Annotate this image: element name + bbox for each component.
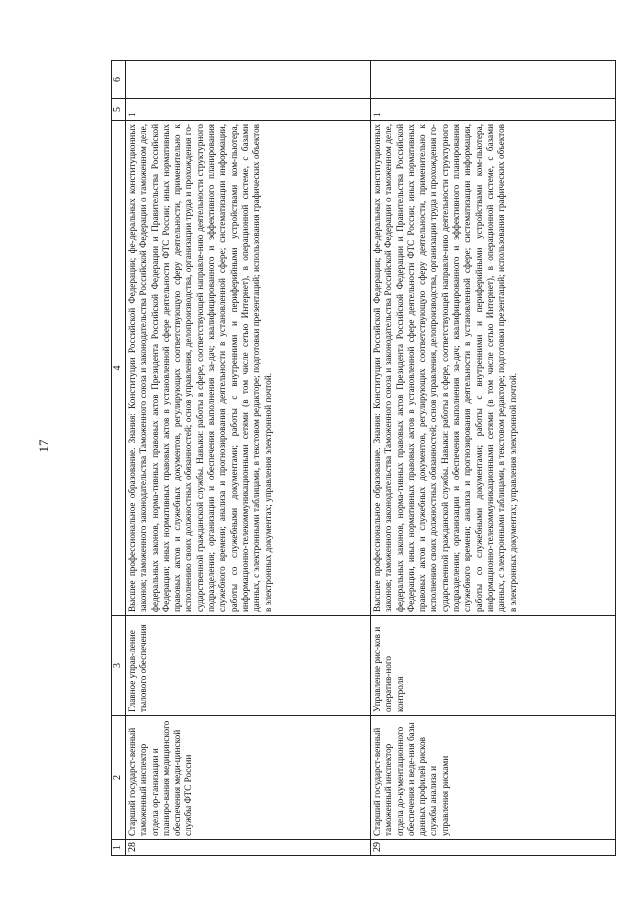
column-6-value — [126, 61, 371, 99]
department-name: Главное управ-ление тылового обеспечения — [126, 616, 371, 716]
column-header-1: 1 — [112, 840, 126, 856]
rotated-page — [111, 61, 616, 856]
column-header-6: 6 — [112, 61, 126, 99]
qualification-requirements: Высшее профессиональное образование. Знания: Конституции Российской Федерации; фе-деральных конституционных законов; таможенного законодательства Таможенного союза и законодательства Российской Федерации о таможенном деле, федеральных законов, норма-тивных правовых актов Президента Российской Федерации и Правительства Российской Федерации; иных нормативных правовых актов в установленной сфере деятельности ФТС России; иных нормативных правовых актов и служебных документов, регулирующих соответствующую сферу деятельности, применительно к исполнению своих должностных обязанностей; основ управления, делопроизводства, организации труда и прохождения го-сударственной гражданской службы. Навыки: работы в сфере, соответствующей направле-нию деятельности структурного подразделения; организации и обеспечения выполнения за-дач; квалифицированного и эффективного планирования служебного времени; анализа и прогнозирования деятельности в установленной сфере; систематизации информации, работы со служебными документами; работы с внутренними и периферийными устройствами ком-пьютера, информационно-телекоммуникационными сетями (в том числе сетью Интернет), в операционной системе, с базами данных, с электронными таблицами, в текстовом редакторе; подготовки презентаций; использования графических объектов в электронных документах; управления электронной почтой. — [126, 121, 371, 616]
row-number: 28 — [126, 840, 371, 856]
header-row — [112, 61, 126, 856]
table-row — [126, 61, 371, 856]
page-number: 17 — [36, 439, 51, 453]
positions-table — [111, 60, 616, 856]
column-header-3: 3 — [112, 616, 126, 716]
row-number: 29 — [371, 840, 616, 856]
table-row — [371, 61, 616, 856]
column-header-2: 2 — [112, 716, 126, 840]
column-5-value: 1 — [371, 99, 616, 121]
column-header-5: 5 — [112, 99, 126, 121]
column-5-value: 1 — [126, 99, 371, 121]
department-name: Управление рис-ков и оператив-ного контроля — [371, 616, 616, 716]
position-title: Старший государст-венный таможенный инспектор отдела ор-ганизации и планиро-вания медицинского обеспечения меди-цинской службы ФТС России — [126, 716, 371, 840]
position-title: Старший государст-венный таможенный инспектор отдела до-кументационного обеспечения и веде-ния базы данных профилей рисков службы анализа и управления рисками — [371, 716, 616, 840]
column-header-4: 4 — [112, 121, 126, 616]
column-6-value — [371, 61, 616, 99]
qualification-requirements: Высшее профессиональное образование. Знания: Конституции Российской Федерации; фе-деральных конституционных законов; таможенного законодательства Таможенного союза и законодательства Российской Федерации о таможенном деле, федеральных законов, норма-тивных правовых актов Президента Российской Федерации и Правительства Российской Федерации, иных нормативных правовых актов в установленной сфере деятельности ФТС России; иных нормативных правовых актов и служебных документов, регулирующих соответствующую сферу деятельности, применительно к исполнению своих должностных обязанностей; основ управления, делопроизводства, организации труда и прохождения го-сударственной гражданской службы. Навыки: работы в сфере, соответствующей направле-нию деятельности структурного подразделения; организации и обеспечения выполнения за-дач; квалифицированного и эффективного планирования служебного времени; анализа и прогнозирования деятельности в установленной сфере; систематизации информации, работы со служебными документами; работы с внутренними и периферийными устройствами ком-пьютера, информационно-телекоммуникационными сетями (в том числе сетью Интернет), в операционной системе, с базами данных, с электронными таблицами, в текстовом редакторе; подготовки презентаций; использования графических объектов в электронных документах; управления электронной почтой. — [371, 121, 616, 616]
